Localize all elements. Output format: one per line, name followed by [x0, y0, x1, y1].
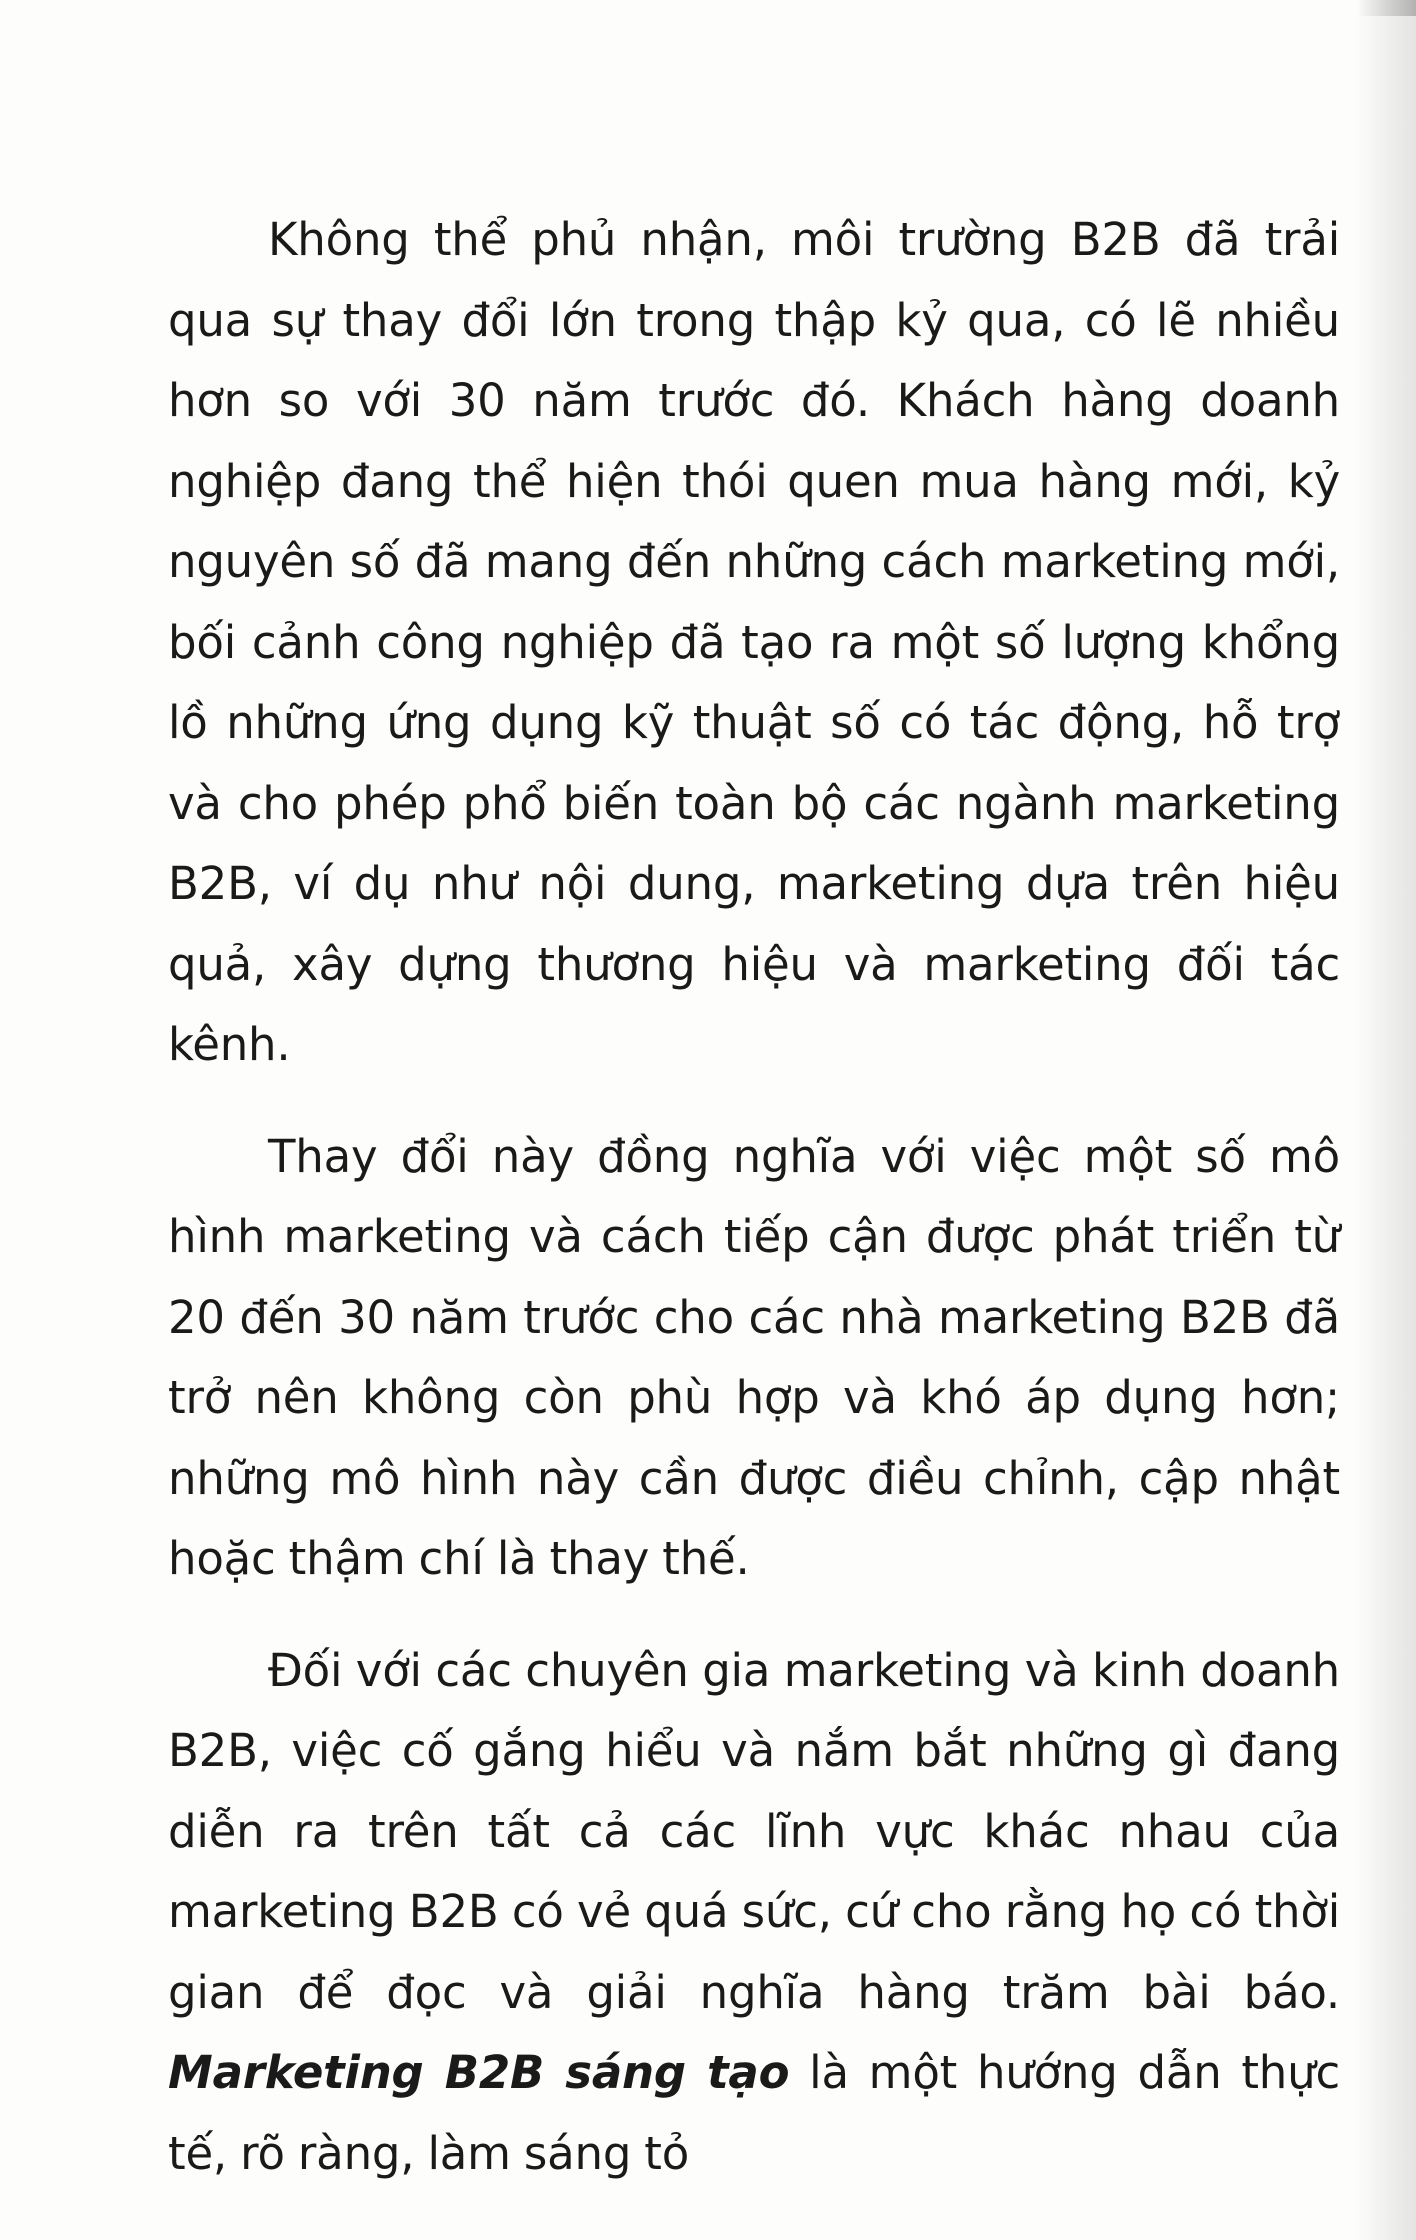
paragraph-3-text-before: Đối với các chuyên gia marketing và kinh doanh B2B, việc cố gắng hiểu và nắm bắt những gì đang diễn ra trên tất cả các lĩnh vực khác nhau của marketing B2B có vẻ quá sức, cứ cho rằng họ có thời gian để đọc và giải nghĩa hàng trăm bài báo.	[168, 1643, 1340, 2019]
book-title-emphasis: Marketing B2B sáng tạo	[168, 2046, 790, 2099]
page-corner-shadow	[1356, 0, 1416, 16]
paragraph-3-text-after: là một hướng dẫn thực tế, rõ ràng, làm sáng tỏ	[168, 2046, 1340, 2180]
paragraph-1: Không thể phủ nhận, môi trường B2B đã trải qua sự thay đổi lớn trong thập kỷ qua, có lẽ nhiều hơn so với 30 năm trước đó. Khách hàng doanh nghiệp đang thể hiện thói quen mua hàng mới, kỷ nguyên số đã mang đến những cách marketing mới, bối cảnh công nghiệp đã tạo ra một số lượng khổng lồ những ứng dụng kỹ thuật số có tác động, hỗ trợ và cho phép phổ biến toàn bộ các ngành marketing B2B, ví dụ như nội dung, marketing dựa trên hiệu quả, xây dựng thương hiệu và marketing đối tác kênh.	[168, 213, 1340, 1071]
body-text	[168, 200, 1340, 2194]
page-edge-shadow	[1356, 0, 1416, 2240]
paragraph-3	[168, 1631, 1340, 2195]
paragraph-2: Thay đổi này đồng nghĩa với việc một số mô hình marketing và cách tiếp cận được phát triển từ 20 đến 30 năm trước cho các nhà marketing B2B đã trở nên không còn phù hợp và khó áp dụng hơn; những mô hình này cần được điều chỉnh, cập nhật hoặc thậm chí là thay thế.	[168, 1129, 1340, 1585]
